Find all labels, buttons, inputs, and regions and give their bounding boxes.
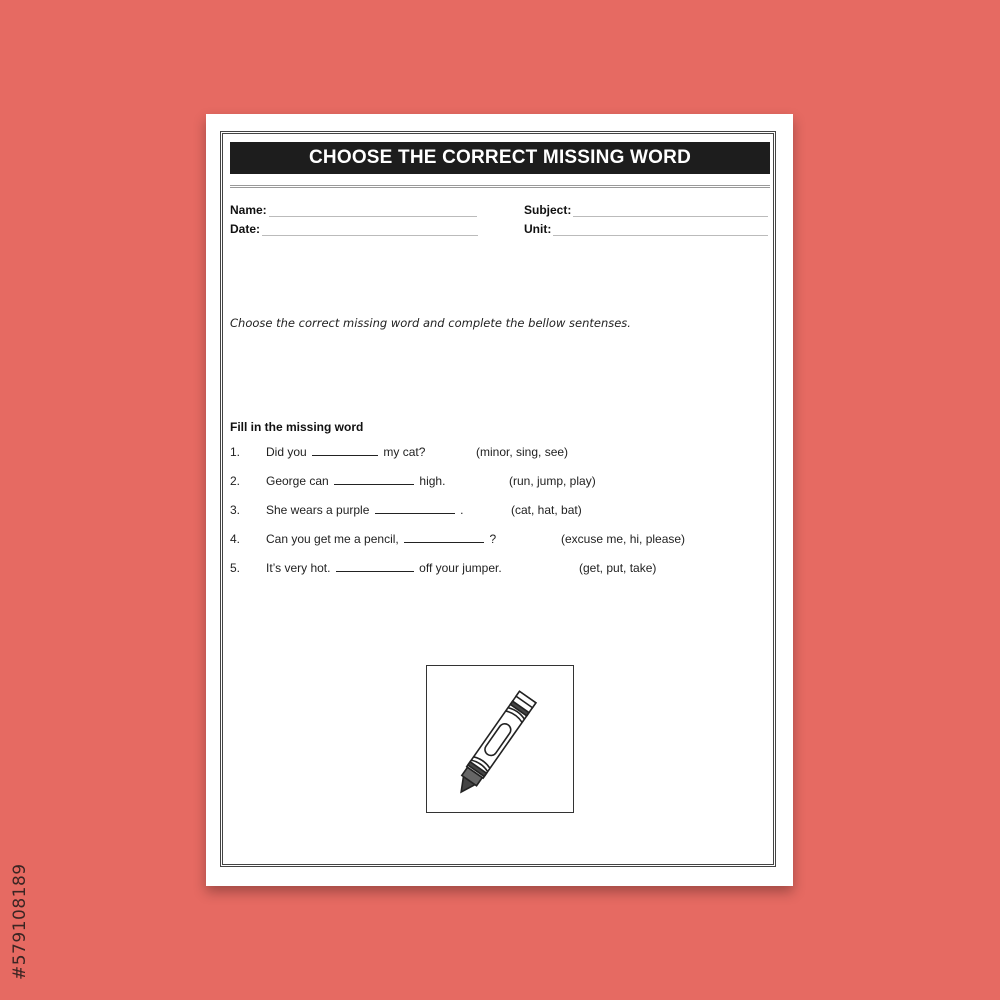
question-2 <box>266 474 445 488</box>
question-1 <box>266 445 425 459</box>
question-2-text-after: high. <box>419 474 446 488</box>
worksheet-page <box>206 114 793 886</box>
worksheet-title: CHOOSE THE CORRECT MISSING WORD <box>230 142 770 174</box>
question-3 <box>266 503 463 517</box>
question-3-options: (cat, hat, bat) <box>511 503 582 517</box>
question-5-text-before: It’s very hot. <box>266 561 331 575</box>
question-1-number: 1. <box>230 445 241 459</box>
question-3-number: 3. <box>230 503 241 517</box>
question-5-number: 5. <box>230 561 241 575</box>
question-4-text-after: ? <box>489 532 497 546</box>
date-field <box>230 222 478 236</box>
section-title: Fill in the missing word <box>230 420 364 434</box>
question-2-number: 2. <box>230 474 241 488</box>
question-5-blank[interactable] <box>336 561 414 572</box>
unit-label: Unit: <box>524 222 552 236</box>
question-5-text-after: off your jumper. <box>419 561 502 575</box>
question-1-text-before: Did you <box>266 445 307 459</box>
question-5-options: (get, put, take) <box>579 561 657 575</box>
question-4-text-before: Can you get me a pencil, <box>266 532 399 546</box>
title-divider <box>230 185 770 188</box>
subject-line[interactable] <box>573 204 768 217</box>
question-2-options: (run, jump, play) <box>509 474 596 488</box>
subject-field <box>524 203 768 217</box>
stock-id-text: #579108189 <box>10 863 30 980</box>
question-4 <box>266 532 496 546</box>
question-4-options: (excuse me, hi, please) <box>561 532 686 546</box>
question-2-blank[interactable] <box>334 474 414 485</box>
question-1-options: (minor, sing, see) <box>476 445 569 459</box>
instructions-text: Choose the correct missing word and complete the bellow sentenses. <box>230 316 631 330</box>
question-5 <box>266 561 502 575</box>
question-2-text-before: George can <box>266 474 329 488</box>
date-label: Date: <box>230 222 261 236</box>
unit-line[interactable] <box>553 223 768 236</box>
question-3-blank[interactable] <box>375 503 455 514</box>
question-4-number: 4. <box>230 532 241 546</box>
question-4-blank[interactable] <box>404 532 484 543</box>
name-field <box>230 203 477 217</box>
illustration-box <box>426 665 574 813</box>
crayon-icon <box>427 666 572 811</box>
date-line[interactable] <box>262 223 478 236</box>
unit-field <box>524 222 768 236</box>
name-line[interactable] <box>269 204 477 217</box>
question-1-blank[interactable] <box>312 445 378 456</box>
subject-label: Subject: <box>524 203 572 217</box>
name-label: Name: <box>230 203 267 217</box>
question-3-text-after: . <box>460 503 464 517</box>
question-1-text-after: my cat? <box>383 445 426 459</box>
question-3-text-before: She wears a purple <box>266 503 370 517</box>
